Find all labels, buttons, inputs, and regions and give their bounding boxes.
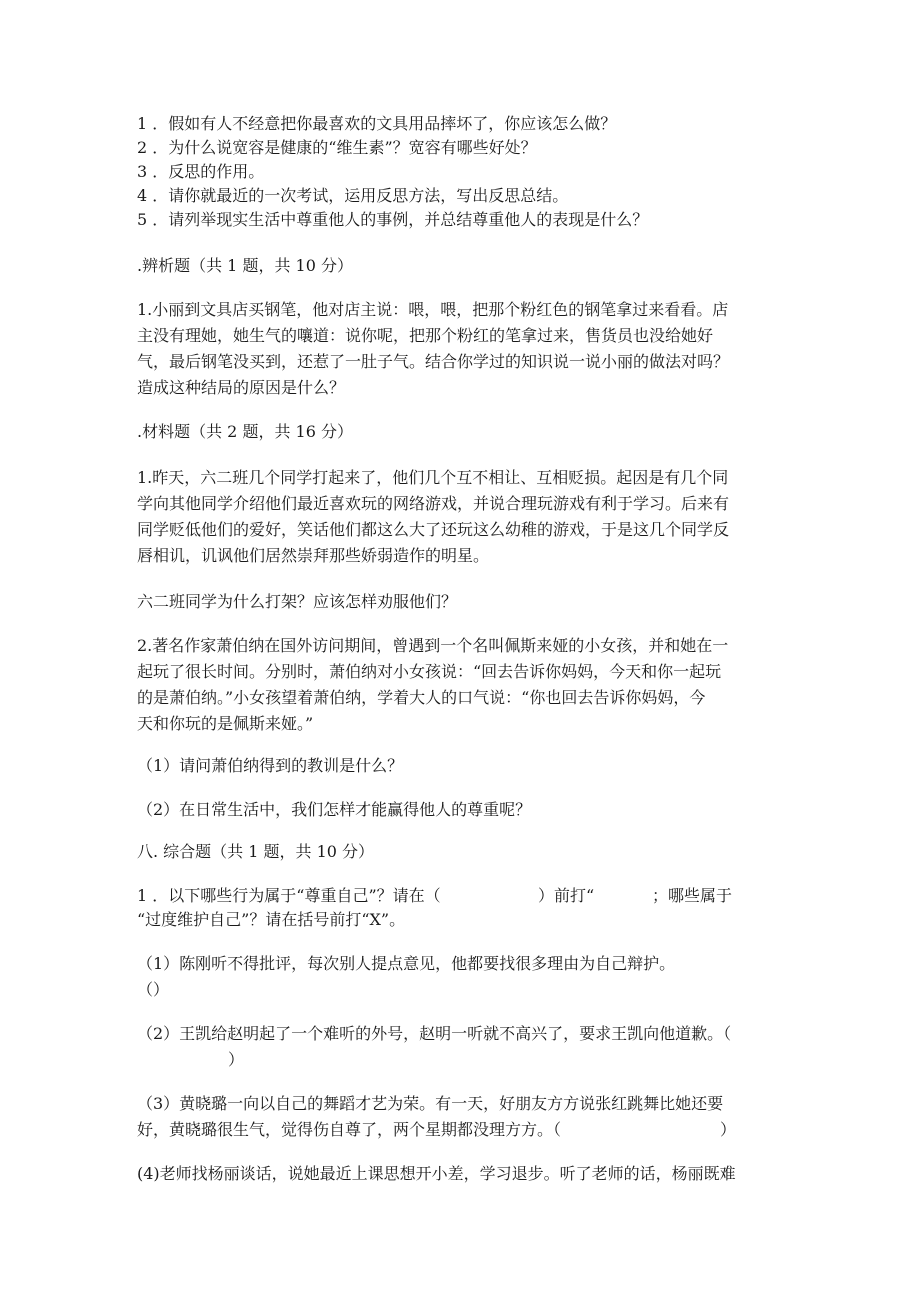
cailiao-q2-line4: 天和你玩的是佩斯来娅。” [137, 714, 314, 733]
zonghe-item2-line1: （2）王凯给赵明起了一个难听的外号，赵明一听就不高兴了，要求王凯向他道歉。（ [137, 1024, 732, 1043]
question-5: 5 ．请列举现实生活中尊重他人的事例，并总结尊重他人的表现是什么？ [137, 210, 649, 229]
zonghe-item1-line1: （1）陈刚听不得批评，每次别人提点意见，他都要找很多理由为自己辩护。 [137, 954, 676, 973]
section-heading-cailiao: .材料题（共 2 题，共 16 分） [137, 422, 353, 441]
question-1: 1 ．假如有人不经意把你最喜欢的文具用品摔坏了，你应该怎么做？ [137, 114, 617, 133]
zonghe-item4-line1: (4)老师找杨丽谈话，说她最近上课思想开小差，学习退步。听了老师的话，杨丽既难 [137, 1164, 736, 1183]
cailiao-q2-sub1: （1）请问萧伯纳得到的教训是什么？ [137, 756, 404, 775]
section-heading-bianxi: .辨析题（共 1 题，共 10 分） [137, 256, 353, 275]
question-3: 3 ．反思的作用。 [137, 162, 265, 181]
question-4: 4 ．请你就最近的一次考试，运用反思方法，写出反思总结。 [137, 186, 569, 205]
zonghe-item2-blank-close: ） [228, 1050, 245, 1069]
bianxi-q1-line3: 气，最后钢笔没买到，还惹了一肚子气。结合你学过的知识说一说小丽的做法对吗？ [137, 352, 730, 371]
cailiao-q1-line1: 1.昨天，六二班几个同学打起来了，他们几个互不相让、互相贬损。起因是有几个同 [137, 468, 729, 487]
bianxi-q1-line2: 主没有理她，她生气的嚷道：说你呢，把那个粉红的笔拿过来，售货员也没给她好 [137, 326, 714, 345]
cailiao-q1-line4: 唇相讥，讥讽他们居然崇拜那些娇弱造作的明星。 [137, 546, 490, 565]
zonghe-q1-part-b: ）前打“ [538, 886, 595, 905]
question-2: 2 ．为什么说宽容是健康的“维生素”？宽容有哪些好处？ [137, 138, 537, 157]
zonghe-item3-line2: 好，黄晓璐很生气，觉得伤自尊了，两个星期都没理方方。（ [137, 1120, 562, 1139]
bianxi-q1-line4: 造成这种结局的原因是什么？ [137, 378, 346, 397]
cailiao-q1-question: 六二班同学为什么打架？应该怎样劝服他们？ [137, 592, 458, 611]
zonghe-q1-part-a: 1 ．以下哪些行为属于“尊重自己”？请在（ [137, 886, 441, 905]
zonghe-item1-blank: （） [137, 980, 170, 999]
zonghe-item3-blank-close: ） [720, 1120, 737, 1139]
cailiao-q2-line2: 起玩了很长时间。分别时，萧伯纳对小女孩说：“回去告诉你妈妈，今天和你一起玩 [137, 662, 722, 681]
cailiao-q1-line3: 同学贬低他们的爱好，笑话他们都这么大了还玩这么幼稚的游戏，于是这几个同学反 [137, 520, 730, 539]
zonghe-q1-part-c: ；哪些属于 [652, 886, 733, 905]
zonghe-q1-line2: “过度维护自己”？请在括号前打“X”。 [137, 910, 406, 929]
zonghe-item3-line1: （3）黄晓璐一向以自己的舞蹈才艺为荣。有一天，好朋友方方说张红跳舞比她还要 [137, 1094, 724, 1113]
cailiao-q2-line1: 2.著名作家萧伯纳在国外访问期间，曾遇到一个名叫佩斯来娅的小女孩，并和她在一 [137, 636, 729, 655]
cailiao-q1-line2: 学向其他同学介绍他们最近喜欢玩的网络游戏，并说合理玩游戏有利于学习。后来有 [137, 494, 730, 513]
section-heading-zonghe: 八. 综合题（共 1 题，共 10 分） [137, 842, 375, 861]
bianxi-q1-line1: 1.小丽到文具店买钢笔，他对店主说：喂，喂，把那个粉红色的钢笔拿过来看看。店 [137, 300, 729, 319]
cailiao-q2-sub2: （2）在日常生活中，我们怎样才能赢得他人的尊重呢？ [137, 800, 532, 819]
cailiao-q2-line3: 的是萧伯纳。”小女孩望着萧伯纳，学着大人的口气说：“你也回去告诉你妈妈，今 [137, 688, 706, 707]
